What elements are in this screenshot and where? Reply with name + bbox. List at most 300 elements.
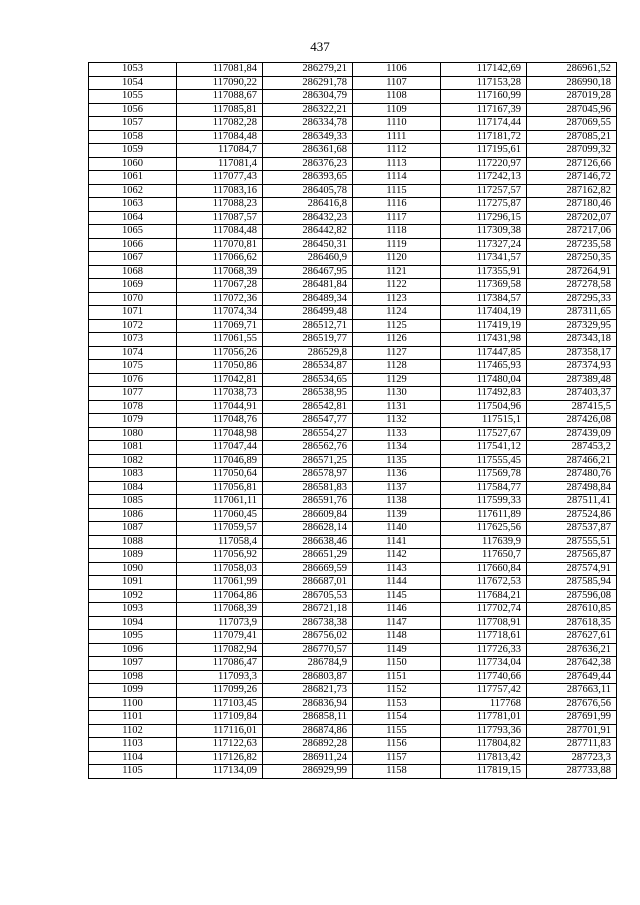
x-coordinate-cell: 117419,19 (441, 319, 527, 333)
point-number-cell: 1061 (89, 171, 177, 185)
x-coordinate-cell: 117515,1 (441, 414, 527, 428)
table-row (89, 171, 617, 185)
x-coordinate-cell: 117384,57 (441, 292, 527, 306)
point-number-cell: 1085 (89, 495, 177, 509)
y-coordinate-cell: 286687,01 (263, 576, 353, 590)
point-number-cell: 1109 (353, 103, 441, 117)
x-coordinate-cell: 117740,66 (441, 670, 527, 684)
table-row (89, 535, 617, 549)
y-coordinate-cell: 287466,21 (527, 454, 617, 468)
point-number-cell: 1127 (353, 346, 441, 360)
y-coordinate-cell: 286450,31 (263, 238, 353, 252)
point-number-cell: 1096 (89, 643, 177, 657)
x-coordinate-cell: 117050,64 (177, 468, 263, 482)
y-coordinate-cell: 286638,46 (263, 535, 353, 549)
x-coordinate-cell: 117126,82 (177, 751, 263, 765)
y-coordinate-cell: 286554,27 (263, 427, 353, 441)
y-coordinate-cell: 287439,09 (527, 427, 617, 441)
y-coordinate-cell: 287374,93 (527, 360, 617, 374)
table-row (89, 76, 617, 90)
table-row (89, 400, 617, 414)
table-row (89, 414, 617, 428)
point-number-cell: 1076 (89, 373, 177, 387)
point-number-cell: 1080 (89, 427, 177, 441)
y-coordinate-cell: 287264,91 (527, 265, 617, 279)
y-coordinate-cell: 287537,87 (527, 522, 617, 536)
point-number-cell: 1072 (89, 319, 177, 333)
x-coordinate-cell: 117702,74 (441, 603, 527, 617)
y-coordinate-cell: 287180,46 (527, 198, 617, 212)
x-coordinate-cell: 117090,22 (177, 76, 263, 90)
table-row (89, 292, 617, 306)
table-row (89, 576, 617, 590)
point-number-cell: 1135 (353, 454, 441, 468)
y-coordinate-cell: 286858,11 (263, 711, 353, 725)
y-coordinate-cell: 286961,52 (527, 63, 617, 77)
x-coordinate-cell: 117069,71 (177, 319, 263, 333)
y-coordinate-cell: 286581,83 (263, 481, 353, 495)
y-coordinate-cell: 287146,72 (527, 171, 617, 185)
x-coordinate-cell: 117067,28 (177, 279, 263, 293)
point-number-cell: 1114 (353, 171, 441, 185)
y-coordinate-cell: 286432,23 (263, 211, 353, 225)
x-coordinate-cell: 117068,39 (177, 265, 263, 279)
y-coordinate-cell: 286911,24 (263, 751, 353, 765)
x-coordinate-cell: 117355,91 (441, 265, 527, 279)
x-coordinate-cell: 117480,04 (441, 373, 527, 387)
y-coordinate-cell: 286538,95 (263, 387, 353, 401)
y-coordinate-cell: 287663,11 (527, 684, 617, 698)
x-coordinate-cell: 117082,28 (177, 117, 263, 131)
y-coordinate-cell: 287278,58 (527, 279, 617, 293)
point-number-cell: 1132 (353, 414, 441, 428)
table-row (89, 144, 617, 158)
table-row (89, 522, 617, 536)
point-number-cell: 1064 (89, 211, 177, 225)
point-number-cell: 1113 (353, 157, 441, 171)
x-coordinate-cell: 117327,24 (441, 238, 527, 252)
x-coordinate-cell: 117672,53 (441, 576, 527, 590)
y-coordinate-cell: 286562,76 (263, 441, 353, 455)
x-coordinate-cell: 117086,47 (177, 657, 263, 671)
point-number-cell: 1144 (353, 576, 441, 590)
y-coordinate-cell: 287691,99 (527, 711, 617, 725)
x-coordinate-cell: 117099,26 (177, 684, 263, 698)
point-number-cell: 1154 (353, 711, 441, 725)
table-row (89, 495, 617, 509)
x-coordinate-cell: 117174,44 (441, 117, 527, 131)
point-number-cell: 1105 (89, 765, 177, 779)
point-number-cell: 1103 (89, 738, 177, 752)
point-number-cell: 1155 (353, 724, 441, 738)
y-coordinate-cell: 286756,02 (263, 630, 353, 644)
y-coordinate-cell: 287389,48 (527, 373, 617, 387)
point-number-cell: 1081 (89, 441, 177, 455)
table-row (89, 265, 617, 279)
point-number-cell: 1095 (89, 630, 177, 644)
point-number-cell: 1094 (89, 616, 177, 630)
table-row (89, 306, 617, 320)
y-coordinate-cell: 286291,78 (263, 76, 353, 90)
point-number-cell: 1088 (89, 535, 177, 549)
table-row (89, 454, 617, 468)
x-coordinate-cell: 117073,9 (177, 616, 263, 630)
point-number-cell: 1058 (89, 130, 177, 144)
point-number-cell: 1123 (353, 292, 441, 306)
x-coordinate-cell: 117084,7 (177, 144, 263, 158)
x-coordinate-cell: 117142,69 (441, 63, 527, 77)
point-number-cell: 1142 (353, 549, 441, 563)
point-number-cell: 1083 (89, 468, 177, 482)
point-number-cell: 1091 (89, 576, 177, 590)
x-coordinate-cell: 117064,86 (177, 589, 263, 603)
y-coordinate-cell: 287511,41 (527, 495, 617, 509)
y-coordinate-cell: 287453,2 (527, 441, 617, 455)
point-number-cell: 1124 (353, 306, 441, 320)
x-coordinate-cell: 117042,81 (177, 373, 263, 387)
table-row (89, 225, 617, 239)
point-number-cell: 1131 (353, 400, 441, 414)
point-number-cell: 1140 (353, 522, 441, 536)
table-row (89, 562, 617, 576)
point-number-cell: 1145 (353, 589, 441, 603)
y-coordinate-cell: 286376,23 (263, 157, 353, 171)
y-coordinate-cell: 286512,71 (263, 319, 353, 333)
x-coordinate-cell: 117639,9 (441, 535, 527, 549)
point-number-cell: 1125 (353, 319, 441, 333)
point-number-cell: 1077 (89, 387, 177, 401)
x-coordinate-cell: 117109,84 (177, 711, 263, 725)
point-number-cell: 1071 (89, 306, 177, 320)
y-coordinate-cell: 287642,38 (527, 657, 617, 671)
point-number-cell: 1087 (89, 522, 177, 536)
y-coordinate-cell: 286770,57 (263, 643, 353, 657)
x-coordinate-cell: 117726,33 (441, 643, 527, 657)
x-coordinate-cell: 117584,77 (441, 481, 527, 495)
x-coordinate-cell: 117070,81 (177, 238, 263, 252)
y-coordinate-cell: 287701,91 (527, 724, 617, 738)
x-coordinate-cell: 117220,97 (441, 157, 527, 171)
y-coordinate-cell: 287426,08 (527, 414, 617, 428)
point-number-cell: 1057 (89, 117, 177, 131)
y-coordinate-cell: 287723,3 (527, 751, 617, 765)
y-coordinate-cell: 287574,91 (527, 562, 617, 576)
x-coordinate-cell: 117068,39 (177, 603, 263, 617)
table-row (89, 670, 617, 684)
point-number-cell: 1107 (353, 76, 441, 90)
x-coordinate-cell: 117781,01 (441, 711, 527, 725)
point-number-cell: 1106 (353, 63, 441, 77)
y-coordinate-cell: 286460,9 (263, 252, 353, 266)
y-coordinate-cell: 286651,29 (263, 549, 353, 563)
y-coordinate-cell: 287610,85 (527, 603, 617, 617)
y-coordinate-cell: 286628,14 (263, 522, 353, 536)
x-coordinate-cell: 117734,04 (441, 657, 527, 671)
y-coordinate-cell: 286803,87 (263, 670, 353, 684)
y-coordinate-cell: 286738,38 (263, 616, 353, 630)
point-number-cell: 1150 (353, 657, 441, 671)
table-row (89, 711, 617, 725)
table-row (89, 589, 617, 603)
table-row (89, 238, 617, 252)
point-number-cell: 1128 (353, 360, 441, 374)
point-number-cell: 1063 (89, 198, 177, 212)
point-number-cell: 1138 (353, 495, 441, 509)
y-coordinate-cell: 287415,5 (527, 400, 617, 414)
x-coordinate-cell: 117050,86 (177, 360, 263, 374)
x-coordinate-cell: 117431,98 (441, 333, 527, 347)
x-coordinate-cell: 117047,44 (177, 441, 263, 455)
y-coordinate-cell: 286784,9 (263, 657, 353, 671)
point-number-cell: 1086 (89, 508, 177, 522)
table-row (89, 616, 617, 630)
x-coordinate-cell: 117044,91 (177, 400, 263, 414)
point-number-cell: 1099 (89, 684, 177, 698)
table-row (89, 630, 617, 644)
table-row (89, 481, 617, 495)
x-coordinate-cell: 117768 (441, 697, 527, 711)
point-number-cell: 1143 (353, 562, 441, 576)
point-number-cell: 1148 (353, 630, 441, 644)
table-row (89, 751, 617, 765)
x-coordinate-cell: 117061,99 (177, 576, 263, 590)
y-coordinate-cell: 287524,86 (527, 508, 617, 522)
x-coordinate-cell: 117504,96 (441, 400, 527, 414)
table-row (89, 117, 617, 131)
y-coordinate-cell: 286669,59 (263, 562, 353, 576)
y-coordinate-cell: 287250,35 (527, 252, 617, 266)
y-coordinate-cell: 286874,86 (263, 724, 353, 738)
y-coordinate-cell: 287343,18 (527, 333, 617, 347)
x-coordinate-cell: 117804,82 (441, 738, 527, 752)
point-number-cell: 1122 (353, 279, 441, 293)
point-number-cell: 1075 (89, 360, 177, 374)
x-coordinate-cell: 117611,89 (441, 508, 527, 522)
point-number-cell: 1158 (353, 765, 441, 779)
point-number-cell: 1121 (353, 265, 441, 279)
y-coordinate-cell: 287358,17 (527, 346, 617, 360)
table-row (89, 211, 617, 225)
x-coordinate-cell: 117038,73 (177, 387, 263, 401)
y-coordinate-cell: 287019,28 (527, 90, 617, 104)
x-coordinate-cell: 117116,01 (177, 724, 263, 738)
point-number-cell: 1149 (353, 643, 441, 657)
x-coordinate-cell: 117492,83 (441, 387, 527, 401)
y-coordinate-cell: 287162,82 (527, 184, 617, 198)
x-coordinate-cell: 117167,39 (441, 103, 527, 117)
x-coordinate-cell: 117079,41 (177, 630, 263, 644)
y-coordinate-cell: 286393,65 (263, 171, 353, 185)
x-coordinate-cell: 117275,87 (441, 198, 527, 212)
y-coordinate-cell: 286279,21 (263, 63, 353, 77)
x-coordinate-cell: 117084,48 (177, 225, 263, 239)
point-number-cell: 1147 (353, 616, 441, 630)
point-number-cell: 1090 (89, 562, 177, 576)
x-coordinate-cell: 117660,84 (441, 562, 527, 576)
point-number-cell: 1059 (89, 144, 177, 158)
y-coordinate-cell: 286334,78 (263, 117, 353, 131)
coordinates-table (88, 62, 617, 779)
point-number-cell: 1157 (353, 751, 441, 765)
y-coordinate-cell: 287585,94 (527, 576, 617, 590)
point-number-cell: 1156 (353, 738, 441, 752)
y-coordinate-cell: 286721,18 (263, 603, 353, 617)
x-coordinate-cell: 117058,4 (177, 535, 263, 549)
x-coordinate-cell: 117242,13 (441, 171, 527, 185)
x-coordinate-cell: 117569,78 (441, 468, 527, 482)
y-coordinate-cell: 287565,87 (527, 549, 617, 563)
table-row (89, 697, 617, 711)
y-coordinate-cell: 286542,81 (263, 400, 353, 414)
y-coordinate-cell: 286547,77 (263, 414, 353, 428)
point-number-cell: 1067 (89, 252, 177, 266)
x-coordinate-cell: 117061,55 (177, 333, 263, 347)
x-coordinate-cell: 117056,81 (177, 481, 263, 495)
table-row (89, 387, 617, 401)
y-coordinate-cell: 287555,51 (527, 535, 617, 549)
x-coordinate-cell: 117074,34 (177, 306, 263, 320)
y-coordinate-cell: 287202,07 (527, 211, 617, 225)
point-number-cell: 1117 (353, 211, 441, 225)
y-coordinate-cell: 287045,96 (527, 103, 617, 117)
table-row (89, 765, 617, 779)
y-coordinate-cell: 287235,58 (527, 238, 617, 252)
table-row (89, 427, 617, 441)
point-number-cell: 1101 (89, 711, 177, 725)
x-coordinate-cell: 117088,67 (177, 90, 263, 104)
x-coordinate-cell: 117103,45 (177, 697, 263, 711)
table-row (89, 63, 617, 77)
point-number-cell: 1118 (353, 225, 441, 239)
point-number-cell: 1060 (89, 157, 177, 171)
x-coordinate-cell: 117134,09 (177, 765, 263, 779)
x-coordinate-cell: 117060,45 (177, 508, 263, 522)
x-coordinate-cell: 117447,85 (441, 346, 527, 360)
x-coordinate-cell: 117084,48 (177, 130, 263, 144)
point-number-cell: 1054 (89, 76, 177, 90)
point-number-cell: 1069 (89, 279, 177, 293)
x-coordinate-cell: 117048,98 (177, 427, 263, 441)
y-coordinate-cell: 286836,94 (263, 697, 353, 711)
x-coordinate-cell: 117082,94 (177, 643, 263, 657)
x-coordinate-cell: 117066,62 (177, 252, 263, 266)
y-coordinate-cell: 287480,76 (527, 468, 617, 482)
point-number-cell: 1115 (353, 184, 441, 198)
table-row (89, 549, 617, 563)
point-number-cell: 1055 (89, 90, 177, 104)
point-number-cell: 1068 (89, 265, 177, 279)
point-number-cell: 1100 (89, 697, 177, 711)
x-coordinate-cell: 117160,99 (441, 90, 527, 104)
point-number-cell: 1146 (353, 603, 441, 617)
y-coordinate-cell: 287618,35 (527, 616, 617, 630)
y-coordinate-cell: 287596,08 (527, 589, 617, 603)
table-row (89, 252, 617, 266)
y-coordinate-cell: 286591,76 (263, 495, 353, 509)
x-coordinate-cell: 117046,89 (177, 454, 263, 468)
table-row (89, 184, 617, 198)
point-number-cell: 1070 (89, 292, 177, 306)
page-number: 437 (310, 39, 330, 54)
x-coordinate-cell: 117708,91 (441, 616, 527, 630)
y-coordinate-cell: 287498,84 (527, 481, 617, 495)
x-coordinate-cell: 117625,56 (441, 522, 527, 536)
point-number-cell: 1134 (353, 441, 441, 455)
point-number-cell: 1093 (89, 603, 177, 617)
y-coordinate-cell: 286405,78 (263, 184, 353, 198)
y-coordinate-cell: 286489,34 (263, 292, 353, 306)
y-coordinate-cell: 287217,06 (527, 225, 617, 239)
y-coordinate-cell: 286929,99 (263, 765, 353, 779)
table-row (89, 724, 617, 738)
y-coordinate-cell: 286322,21 (263, 103, 353, 117)
y-coordinate-cell: 286499,48 (263, 306, 353, 320)
x-coordinate-cell: 117087,57 (177, 211, 263, 225)
y-coordinate-cell: 286416,8 (263, 198, 353, 212)
table-row (89, 738, 617, 752)
y-coordinate-cell: 287126,66 (527, 157, 617, 171)
table-row (89, 360, 617, 374)
x-coordinate-cell: 117061,11 (177, 495, 263, 509)
x-coordinate-cell: 117527,67 (441, 427, 527, 441)
point-number-cell: 1151 (353, 670, 441, 684)
x-coordinate-cell: 117059,57 (177, 522, 263, 536)
x-coordinate-cell: 117599,33 (441, 495, 527, 509)
x-coordinate-cell: 117650,7 (441, 549, 527, 563)
y-coordinate-cell: 286442,82 (263, 225, 353, 239)
point-number-cell: 1111 (353, 130, 441, 144)
point-number-cell: 1082 (89, 454, 177, 468)
y-coordinate-cell: 287295,33 (527, 292, 617, 306)
x-coordinate-cell: 117541,12 (441, 441, 527, 455)
point-number-cell: 1097 (89, 657, 177, 671)
y-coordinate-cell: 286990,18 (527, 76, 617, 90)
point-number-cell: 1110 (353, 117, 441, 131)
point-number-cell: 1153 (353, 697, 441, 711)
point-number-cell: 1141 (353, 535, 441, 549)
x-coordinate-cell: 117555,45 (441, 454, 527, 468)
x-coordinate-cell: 117122,63 (177, 738, 263, 752)
point-number-cell: 1133 (353, 427, 441, 441)
x-coordinate-cell: 117077,43 (177, 171, 263, 185)
x-coordinate-cell: 117793,36 (441, 724, 527, 738)
point-number-cell: 1116 (353, 198, 441, 212)
table-row (89, 90, 617, 104)
table-row (89, 441, 617, 455)
point-number-cell: 1098 (89, 670, 177, 684)
x-coordinate-cell: 117718,61 (441, 630, 527, 644)
x-coordinate-cell: 117088,23 (177, 198, 263, 212)
point-number-cell: 1074 (89, 346, 177, 360)
x-coordinate-cell: 117813,42 (441, 751, 527, 765)
y-coordinate-cell: 286349,33 (263, 130, 353, 144)
point-number-cell: 1119 (353, 238, 441, 252)
y-coordinate-cell: 286481,84 (263, 279, 353, 293)
x-coordinate-cell: 117257,57 (441, 184, 527, 198)
y-coordinate-cell: 286467,95 (263, 265, 353, 279)
x-coordinate-cell: 117757,42 (441, 684, 527, 698)
table-row (89, 157, 617, 171)
y-coordinate-cell: 286892,28 (263, 738, 353, 752)
y-coordinate-cell: 286571,25 (263, 454, 353, 468)
y-coordinate-cell: 286304,79 (263, 90, 353, 104)
point-number-cell: 1078 (89, 400, 177, 414)
table-row (89, 333, 617, 347)
point-number-cell: 1089 (89, 549, 177, 563)
point-number-cell: 1129 (353, 373, 441, 387)
point-number-cell: 1079 (89, 414, 177, 428)
table-row (89, 508, 617, 522)
